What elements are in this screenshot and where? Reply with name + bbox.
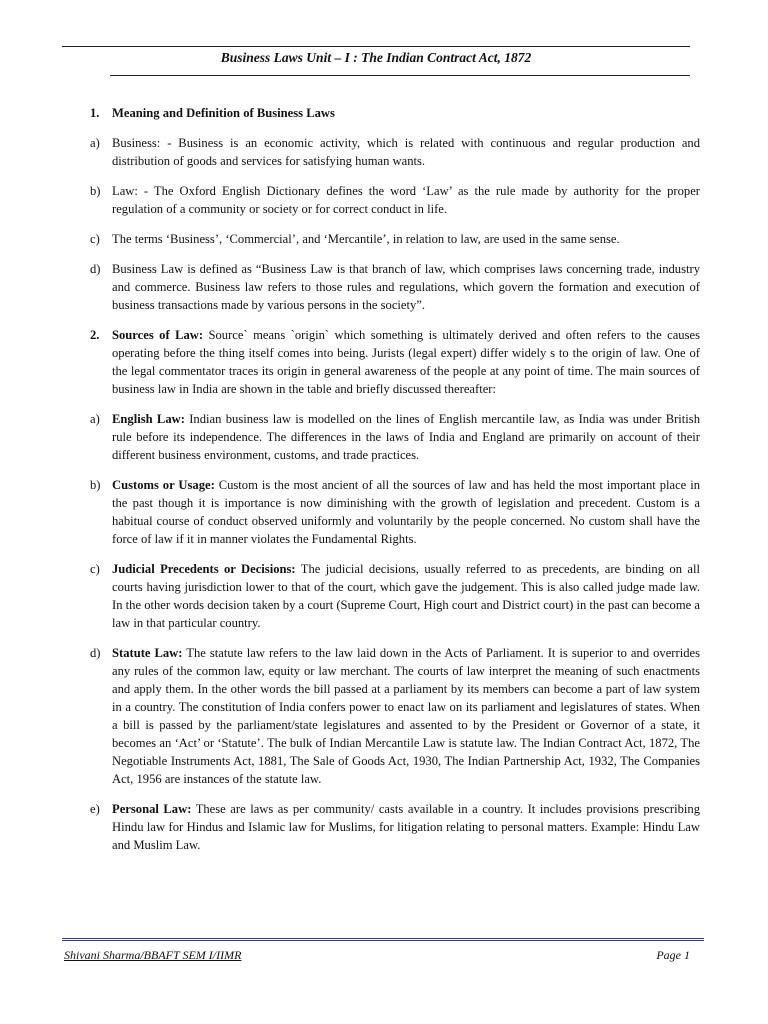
document-body [90, 104, 700, 866]
list-item [90, 134, 700, 170]
list-marker: e) [90, 802, 100, 816]
footer-author: Shivani Sharma/BBAFT SEM I/IIMR [64, 948, 242, 962]
footer-rule [62, 938, 704, 941]
paragraph-text: The statute law refers to the law laid down in the Acts of Parliament. It is superior to and overrides any rules of the common law, equity or law merchant. The courts of law interpret the meaning of such enactments and apply them. In the other words the bill passed at a parliament by its members can become a part of law system in a country. The constitution of India confers power to enact law on its parliament and legislatures of states. When a bill is passed by the parliament/state legislatures and assented to by the President or Governor of a state, it becomes an ‘Act’ or ‘Statute’. The bulk of Indian Mercantile Law is statute law. The Indian Contract Act, 1872, The Negotiable Instruments Act, 1881, The Sale of Goods Act, 1930, The Indian Partnership Act, 1932, The Companies Act, 1956 are instances of the statute law. [112, 646, 700, 786]
list-item [90, 644, 700, 788]
list-marker: d) [90, 646, 101, 660]
list-item [90, 182, 700, 218]
paragraph-text: Law: - The Oxford English Dictionary defines the word ‘Law’ as the rule made by authority for the proper regulation of a community or society or for correct conduct in life. [112, 184, 700, 216]
paragraph-text: Business Law is defined as “Business Law is that branch of law, which comprises laws concerning trade, industry and commerce. Business law refers to those rules and regulations, which govern the formation and execution of business transactions made by various persons in the society”. [112, 262, 700, 312]
header-rule-bottom [110, 75, 690, 76]
document-header-title: Business Laws Unit – I : The Indian Contract Act, 1872 [220, 50, 532, 65]
list-item [90, 476, 700, 548]
list-item [90, 410, 700, 464]
section-title: Meaning and Definition of Business Laws [112, 106, 335, 120]
list-marker: c) [90, 562, 100, 576]
list-item [90, 230, 700, 248]
list-marker: d) [90, 262, 101, 276]
item-label: Judicial Precedents or Decisions: [112, 562, 296, 576]
list-marker: a) [90, 412, 100, 426]
header-rule-top [62, 46, 690, 47]
item-label: Customs or Usage: [112, 478, 215, 492]
paragraph-text: The judicial decisions, usually referred to as precedents, are binding on all courts having jurisdiction lower to that of the court, which gave the judgement. This is also called judge made law. In the other words decision taken by a court (Supreme Court, High court and District court) in the past can become a law in that particular country. [112, 562, 700, 630]
list-item [90, 800, 700, 854]
section-label: Sources of Law: [112, 328, 204, 342]
item-label: Personal Law: [112, 802, 192, 816]
item-label: Statute Law: [112, 646, 183, 660]
list-item [90, 260, 700, 314]
paragraph-text: The terms ‘Business’, ‘Commercial’, and ‘Mercantile’, in relation to law, are used in the same sense. [112, 232, 620, 246]
section-number: 2. [90, 328, 100, 342]
paragraph-text: Custom is the most ancient of all the sources of law and has held the most important place in the past though it is importance is now diminishing with the growth of legislation and precedent. Custom is a habitual course of conduct observed uniformly and voluntarily by the people concerned. No custom shall have the force of law if it in manner violates the Fundamental Rights. [112, 478, 700, 546]
paragraph-text: Business: - Business is an economic activity, which is related with continuous and regular production and distribution of goods and services for satisfying human wants. [112, 136, 700, 168]
list-item [90, 560, 700, 632]
paragraph-text: These are laws as per community/ casts available in a country. It includes provisions prescribing Hindu law for Hindus and Islamic law for Muslims, for litigation relating to personal matters. Example: Hindu Law and Muslim Law. [112, 802, 700, 852]
list-marker: b) [90, 478, 101, 492]
section-1-heading [90, 104, 700, 122]
paragraph-text: Source` means `origin` which something is ultimately derived and often refers to the causes operating before the thing itself comes into being. Jurists (legal expert) differ widely s to the origin of law. One of the legal commentator traces its origin in general awareness of the people at any point of time. The main sources of business law in India are shown in the table and briefly discussed thereafter: [112, 328, 700, 396]
section-2 [90, 326, 700, 398]
list-marker: c) [90, 232, 100, 246]
list-marker: a) [90, 136, 100, 150]
item-label: English Law: [112, 412, 185, 426]
section-number: 1. [90, 106, 100, 120]
footer-page-number: Page 1 [656, 948, 690, 962]
list-marker: b) [90, 184, 101, 198]
paragraph-text: Indian business law is modelled on the lines of English mercantile law, as India was under British rule before its independence. The differences in the laws of India and England are primarily on account of their different business environment, customs, and trade practices. [112, 412, 700, 462]
